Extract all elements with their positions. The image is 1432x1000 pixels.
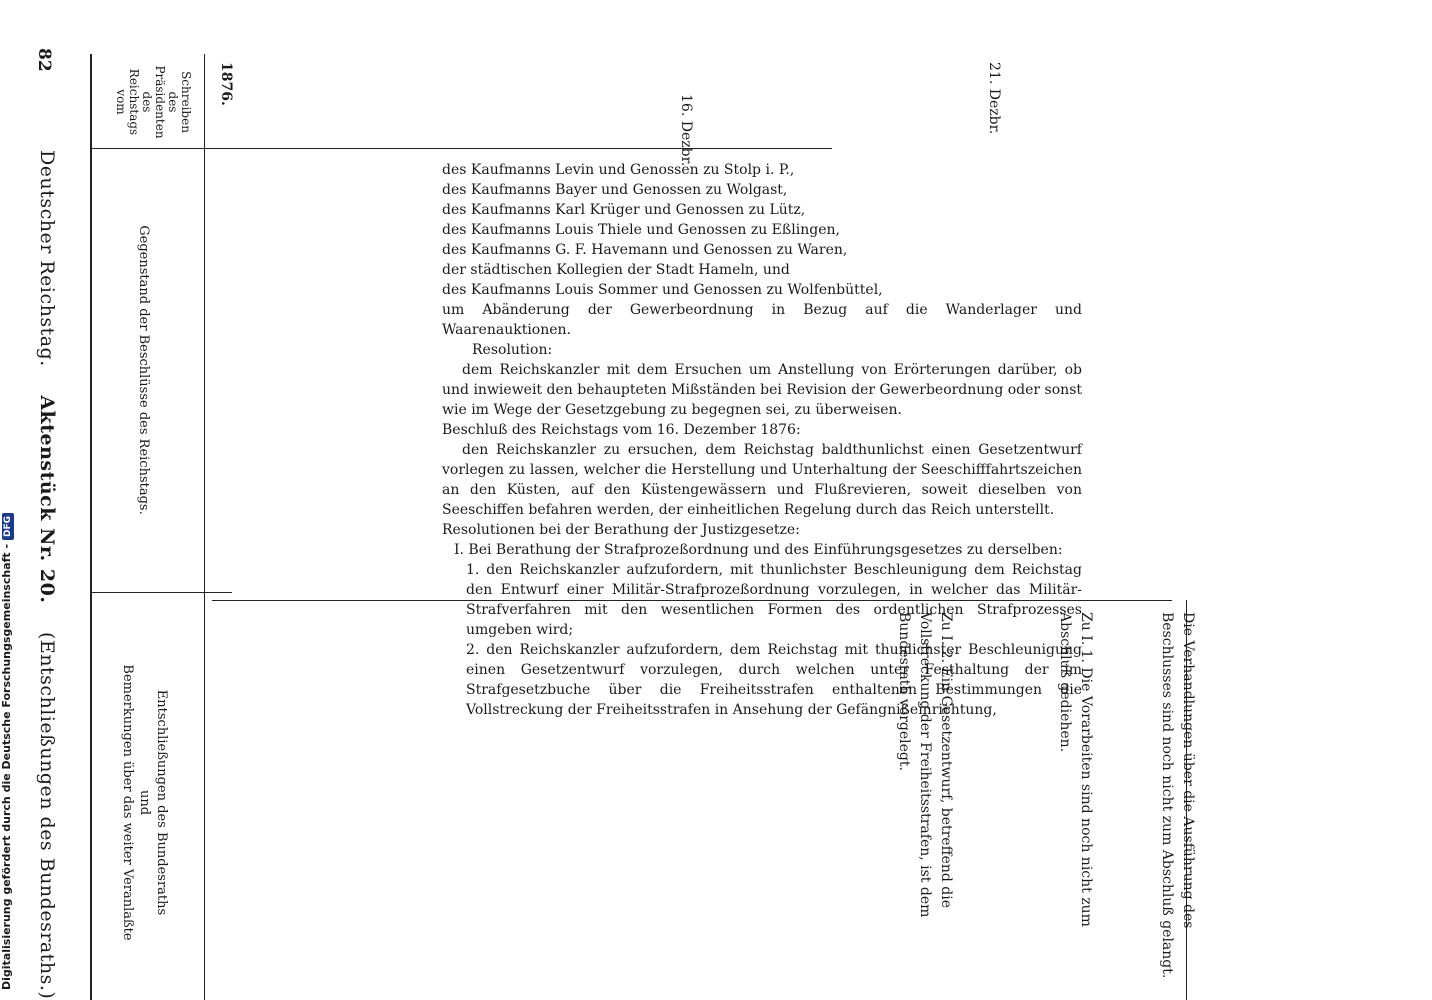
date-header-line: vom <box>114 89 128 115</box>
footer-text: Digitalisierung gefördert durch die Deutsche Forschungsgemeinschaft - <box>0 543 13 990</box>
entry-date-1: 16. Dezbr. <box>678 94 694 167</box>
subject-line: Resolutionen bei der Berathung der Justizgesetze: <box>442 522 800 538</box>
subject-line: des Kaufmanns Bayer und Genossen zu Wolgast, <box>442 182 788 198</box>
date-header-line: Präsidenten <box>153 65 167 139</box>
date-column-header <box>114 62 192 142</box>
subject-line: des Kaufmanns Louis Thiele und Genossen zu Eßlingen, <box>442 222 840 238</box>
subject-line: des Kaufmanns G. F. Havemann und Genossen zu Waren, <box>442 242 848 258</box>
resolution-entry-1: Die Verhandlungen über die Ausführung des Beschlusses sind noch nicht zum Abschluß gelangt. <box>1159 612 1196 979</box>
date-column-divider-body <box>205 148 832 149</box>
date-header-line: des <box>166 91 180 113</box>
subject-line: den Reichskanzler zu ersuchen, dem Reichstag baldthunlichst einen Gesetzentwurf vorlegen zu lassen, welcher die Herstellung und Unterhaltung der Seeschifffahrtszeichen an den Küsten, auf den Küstengewässern und Flußrevieren, soweit dieselben von Seeschiffen befahren werden, der einheitlichen Regelung durch das Reich unterstellt. <box>442 442 1082 518</box>
page-number: 82 <box>34 48 54 72</box>
date-header-line: Schreiben <box>179 71 193 133</box>
subject-line: des Kaufmanns Levin und Genossen zu Stolp i. P., <box>442 162 795 178</box>
date-header-line: Reichstags <box>127 68 141 136</box>
resolution-column-text <box>640 612 1200 992</box>
subject-line: 2. den Reichskanzler aufzufordern, dem Reichstag mit thunlichster Beschleunigung einen Gesetzentwurf vorzulegen, durch welchen unter Festhaltung der im Strafgesetzbuche über die Freiheitsstrafen enthaltenen Bestimmungen die Vollstreckung der Freiheitsstrafen in Ansehung der Gefängnißeinrichtung, <box>466 642 1082 718</box>
resolution-column-header <box>119 605 170 1000</box>
resolution-entry-3: Zu I. 2. Ein Gesetzentwurf, betreffend die Vollstreckung der Freiheitsstrafen, ist dem Bundesrath vorgelegt. <box>896 612 954 918</box>
subject-line: des Kaufmanns Karl Krüger und Genossen zu Lütz, <box>442 202 806 218</box>
subject-line: des Kaufmanns Louis Sommer und Genossen zu Wolfenbüttel, <box>442 282 883 298</box>
resolution-entry-2: Zu I. 1. Die Vorarbeiten sind noch nicht zum Abschluß gediehen. <box>1057 612 1094 927</box>
header-bottom-rule <box>204 54 205 1000</box>
entry-year: 1876. <box>218 62 234 106</box>
subject-line: Beschluß des Reichstags vom 16. Dezember 1876: <box>442 422 801 438</box>
subject-line: der städtischen Kollegien der Stadt Hameln, und <box>442 262 790 278</box>
subject-text-flow <box>442 160 1082 718</box>
subject-line: Resolution: <box>472 342 553 358</box>
resolution-header-line: Bemerkungen über das weiter Veranlaßte <box>120 664 135 941</box>
table-top-rule <box>90 54 92 1000</box>
date-header-line: des <box>140 91 154 113</box>
running-title-left: Deutscher Reichstag. <box>36 150 58 367</box>
subject-column-header: Gegenstand der Beschlüsse des Reichstags. <box>136 225 151 515</box>
dfg-logo: DFG <box>2 513 14 540</box>
subject-line: dem Reichskanzler mit dem Ersuchen um Anstellung von Erörterungen darüber, ob und inwieweit den behaupteten Mißständen bei Revision der Gewerbeordnung oder sonst wie im Wege der Gesetzgebung zu begegnen sei, zu überweisen. <box>442 362 1082 418</box>
digitization-footer <box>0 513 14 990</box>
subject-line: 1. den Reichskanzler aufzufordern, mit thunlichster Beschleunigung dem Reichstag den Entwurf einer Militär-Strafprozeßordnung vorzulegen, in welcher das Militär-Strafverfahren mit den wesentlichen Formen des ordentlichen Strafprozesses umgeben wird; <box>466 562 1082 638</box>
subject-line: I. Bei Berathung der Strafprozeßordnung und des Einführungsgesetzes zu derselben: <box>454 542 1063 558</box>
running-title <box>36 150 58 999</box>
subject-column-divider <box>92 592 232 593</box>
running-title-mid: Aktenstück Nr. 20. <box>36 395 58 604</box>
subject-line: um Abänderung der Gewerbeordnung in Bezug auf die Wanderlager und Waarenauktionen. <box>442 302 1082 338</box>
resolution-header-line: Entschließungen des Bundesraths <box>154 689 169 916</box>
date-column-divider <box>92 148 205 149</box>
resolution-header-line: und <box>137 789 152 816</box>
running-title-right: (Entschließungen des Bundesraths.) <box>36 632 58 1000</box>
entry-date-2: 21. Dezbr. <box>986 62 1002 135</box>
